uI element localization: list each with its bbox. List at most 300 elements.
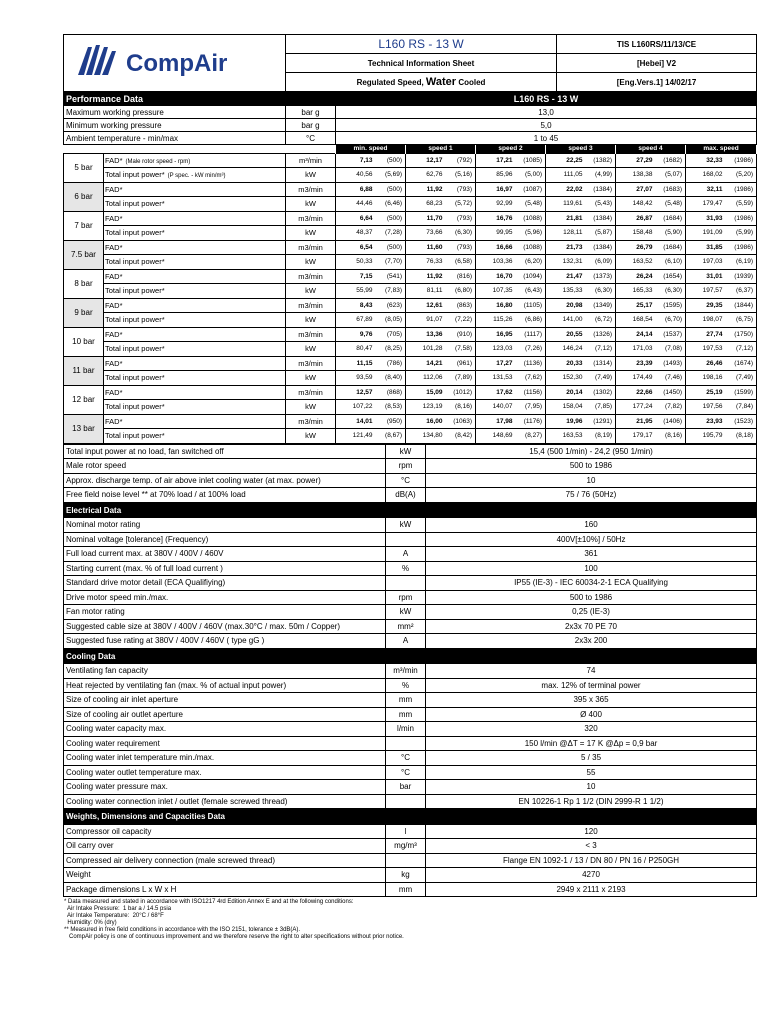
specific-power: (5,43) bbox=[584, 197, 616, 212]
rotor-speed: (1683) bbox=[654, 182, 686, 197]
fad-label: FAD* bbox=[104, 211, 286, 226]
fad-unit: m³/min bbox=[286, 153, 336, 168]
spec-row bbox=[64, 444, 757, 459]
power-value: 140,07 bbox=[476, 400, 514, 415]
spec-row bbox=[64, 794, 757, 809]
rotor-speed: (1373) bbox=[584, 269, 616, 284]
specific-power: (8,40) bbox=[374, 371, 406, 386]
power-value: 197,53 bbox=[686, 342, 724, 357]
power-value: 158,04 bbox=[546, 400, 584, 415]
spec-row bbox=[64, 488, 757, 503]
spec-unit: kW bbox=[386, 518, 426, 533]
spec-unit: °C bbox=[386, 765, 426, 780]
power-row bbox=[64, 197, 757, 212]
power-value: 48,37 bbox=[336, 226, 374, 241]
fad-value: 7,15 bbox=[336, 269, 374, 284]
perf-value: 1 to 45 bbox=[336, 132, 757, 145]
fad-label: FAD* bbox=[104, 327, 286, 342]
performance-section bbox=[63, 92, 757, 145]
rotor-speed: (541) bbox=[374, 269, 406, 284]
rotor-speed: (500) bbox=[374, 240, 406, 255]
spec-label: Total input power at no load, fan switched off bbox=[64, 444, 386, 459]
power-unit: kW bbox=[286, 371, 336, 386]
fad-value: 8,43 bbox=[336, 298, 374, 313]
spec-unit: % bbox=[386, 561, 426, 576]
fad-value: 22,25 bbox=[546, 153, 584, 168]
specific-power: (7,12) bbox=[584, 342, 616, 357]
power-value: 73,66 bbox=[406, 226, 444, 241]
power-label: Total input power* bbox=[104, 400, 286, 415]
specific-power: (6,72) bbox=[584, 313, 616, 328]
spec-value: 500 to 1986 bbox=[426, 590, 757, 605]
regulation-type: Regulated Speed, Water Cooled bbox=[286, 73, 557, 92]
power-value: 121,49 bbox=[336, 429, 374, 444]
power-label: Total input power* bbox=[104, 284, 286, 299]
spec-row bbox=[64, 868, 757, 883]
fad-value: 20,14 bbox=[546, 385, 584, 400]
specific-power: (8,19) bbox=[584, 429, 616, 444]
specific-power: (8,25) bbox=[374, 342, 406, 357]
rotor-speed: (1117) bbox=[514, 327, 546, 342]
spec-row bbox=[64, 532, 757, 547]
power-value: 197,03 bbox=[686, 255, 724, 270]
pressure-label: 7 bar bbox=[64, 211, 104, 240]
footnote-line: Air Intake Temperature: 20°C / 68°F bbox=[64, 913, 164, 919]
perf-label: Minimum working pressure bbox=[64, 119, 286, 132]
specific-power: (6,75) bbox=[724, 313, 757, 328]
spec-label: Standard drive motor detail (ECA Qualifiying) bbox=[64, 576, 386, 591]
footnote-line: Humidity: 0% (dry) bbox=[64, 920, 117, 926]
rotor-speed: (500) bbox=[374, 182, 406, 197]
fad-value: 16,70 bbox=[476, 269, 514, 284]
spec-row bbox=[64, 619, 757, 634]
spec-unit: bar bbox=[386, 780, 426, 795]
specific-power: (7,62) bbox=[514, 371, 546, 386]
power-value: 152,30 bbox=[546, 371, 584, 386]
rotor-speed: (1986) bbox=[724, 182, 757, 197]
spec-row bbox=[64, 678, 757, 693]
spec-label: Cooling water pressure max. bbox=[64, 780, 386, 795]
fad-value: 22,66 bbox=[616, 385, 654, 400]
spec-value: 10 bbox=[426, 473, 757, 488]
power-row bbox=[64, 284, 757, 299]
fad-value: 15,09 bbox=[406, 385, 444, 400]
power-value: 123,19 bbox=[406, 400, 444, 415]
spec-label: Approx. discharge temp. of air above inlet cooling water (at max. power) bbox=[64, 473, 386, 488]
fad-value: 7,13 bbox=[336, 153, 374, 168]
specific-power: (5,87) bbox=[584, 226, 616, 241]
rotor-speed: (1291) bbox=[584, 414, 616, 429]
power-unit: kW bbox=[286, 168, 336, 183]
rotor-speed: (950) bbox=[374, 414, 406, 429]
spec-value: 395 x 365 bbox=[426, 693, 757, 708]
power-value: 165,33 bbox=[616, 284, 654, 299]
spec-value: 5 / 35 bbox=[426, 751, 757, 766]
power-label: Total input power* (P spec. - kW min/m³) bbox=[104, 168, 286, 183]
spec-unit: mm bbox=[386, 693, 426, 708]
cooling-title: Cooling Data bbox=[64, 649, 757, 664]
spec-unit: l/min bbox=[386, 722, 426, 737]
spec-unit: mm bbox=[386, 882, 426, 897]
power-value: 119,61 bbox=[546, 197, 584, 212]
spec-label: Cooling water inlet temperature min./max. bbox=[64, 751, 386, 766]
spec-value: EN 10226-1 Rp 1 1/2 (DIN 2999-R 1 1/2) bbox=[426, 794, 757, 809]
power-unit: kW bbox=[286, 255, 336, 270]
specific-power: (8,16) bbox=[654, 429, 686, 444]
spec-label: Starting current (max. % of full load current ) bbox=[64, 561, 386, 576]
power-unit: kW bbox=[286, 400, 336, 415]
power-value: 76,33 bbox=[406, 255, 444, 270]
power-unit: kW bbox=[286, 226, 336, 241]
spec-label: Cooling water requirement bbox=[64, 736, 386, 751]
spec-row bbox=[64, 693, 757, 708]
rotor-speed: (1302) bbox=[584, 385, 616, 400]
specific-power: (5,07) bbox=[654, 168, 686, 183]
sheet-header bbox=[63, 34, 757, 92]
power-value: 168,54 bbox=[616, 313, 654, 328]
power-value: 197,57 bbox=[686, 284, 724, 299]
power-value: 168,02 bbox=[686, 168, 724, 183]
power-value: 67,89 bbox=[336, 313, 374, 328]
perf-value: 13,0 bbox=[336, 106, 757, 119]
specific-power: (8,42) bbox=[444, 429, 476, 444]
spec-value: 75 / 76 (50Hz) bbox=[426, 488, 757, 503]
spec-unit bbox=[386, 736, 426, 751]
fad-value: 27,07 bbox=[616, 182, 654, 197]
speed-header: speed 1 bbox=[406, 145, 476, 153]
spec-value: Flange EN 1092-1 / 13 / DN 80 / PN 16 / P250GH bbox=[426, 853, 757, 868]
power-value: 115,26 bbox=[476, 313, 514, 328]
specific-power: (7,46) bbox=[654, 371, 686, 386]
power-value: 179,17 bbox=[616, 429, 654, 444]
fad-value: 20,55 bbox=[546, 327, 584, 342]
rotor-speed: (1493) bbox=[654, 356, 686, 371]
fad-value: 31,85 bbox=[686, 240, 724, 255]
specific-power: (5,72) bbox=[444, 197, 476, 212]
rotor-speed: (1682) bbox=[654, 153, 686, 168]
rotor-speed: (1012) bbox=[444, 385, 476, 400]
fad-value: 32,33 bbox=[686, 153, 724, 168]
rotor-speed: (500) bbox=[374, 153, 406, 168]
specific-power: (7,26) bbox=[514, 342, 546, 357]
spec-row bbox=[64, 839, 757, 854]
power-value: 91,07 bbox=[406, 313, 444, 328]
performance-table bbox=[63, 145, 757, 444]
power-value: 123,03 bbox=[476, 342, 514, 357]
fad-value: 16,76 bbox=[476, 211, 514, 226]
specific-power: (5,00) bbox=[514, 168, 546, 183]
power-value: 171,03 bbox=[616, 342, 654, 357]
power-row bbox=[64, 313, 757, 328]
specific-power: (5,90) bbox=[654, 226, 686, 241]
fad-row bbox=[64, 356, 757, 371]
power-value: 174,49 bbox=[616, 371, 654, 386]
pressure-label: 9 bar bbox=[64, 298, 104, 327]
specific-power: (6,20) bbox=[514, 255, 546, 270]
fad-value: 21,95 bbox=[616, 414, 654, 429]
spec-row bbox=[64, 707, 757, 722]
fad-unit: m3/min bbox=[286, 182, 336, 197]
rotor-speed: (1986) bbox=[724, 211, 757, 226]
fad-label: FAD* bbox=[104, 269, 286, 284]
fad-value: 13,36 bbox=[406, 327, 444, 342]
spec-label: Suggested cable size at 380V / 400V / 460V (max.30°C / max. 50m / Copper) bbox=[64, 619, 386, 634]
fad-value: 14,01 bbox=[336, 414, 374, 429]
spec-label: Heat rejected by ventilating fan (max. % of actual input power) bbox=[64, 678, 386, 693]
power-value: 62,76 bbox=[406, 168, 444, 183]
compair-logo-icon bbox=[70, 35, 280, 89]
fad-value: 21,81 bbox=[546, 211, 584, 226]
spec-value: 74 bbox=[426, 664, 757, 679]
spec-row bbox=[64, 751, 757, 766]
power-value: 198,16 bbox=[686, 371, 724, 386]
specific-power: (8,53) bbox=[374, 400, 406, 415]
rotor-speed: (793) bbox=[444, 211, 476, 226]
spec-value: 4270 bbox=[426, 868, 757, 883]
fad-value: 25,19 bbox=[686, 385, 724, 400]
fad-value: 16,00 bbox=[406, 414, 444, 429]
rotor-speed: (1063) bbox=[444, 414, 476, 429]
specific-power: (6,58) bbox=[444, 255, 476, 270]
speed-header-spacer bbox=[64, 145, 336, 153]
rotor-speed: (1382) bbox=[584, 153, 616, 168]
spec-row bbox=[64, 664, 757, 679]
doc-eng-version: [Eng.Vers.1] 14/02/17 bbox=[557, 73, 757, 92]
fad-value: 16,80 bbox=[476, 298, 514, 313]
spec-unit: °C bbox=[386, 473, 426, 488]
spec-label: Drive motor speed min./max. bbox=[64, 590, 386, 605]
fad-unit: m3/min bbox=[286, 269, 336, 284]
specific-power: (7,49) bbox=[584, 371, 616, 386]
spec-label: Nominal motor rating bbox=[64, 518, 386, 533]
general-table bbox=[63, 444, 757, 503]
fad-unit: m3/min bbox=[286, 240, 336, 255]
model-title: L160 RS - 13 W bbox=[286, 35, 557, 54]
spec-unit: rpm bbox=[386, 459, 426, 474]
spec-row bbox=[64, 590, 757, 605]
specific-power: (6,43) bbox=[514, 284, 546, 299]
power-label: Total input power* bbox=[104, 255, 286, 270]
fad-unit: m3/min bbox=[286, 356, 336, 371]
power-value: 131,53 bbox=[476, 371, 514, 386]
specific-power: (5,96) bbox=[514, 226, 546, 241]
fad-value: 11,92 bbox=[406, 269, 444, 284]
spec-unit: m³/min bbox=[386, 664, 426, 679]
rotor-speed: (1314) bbox=[584, 356, 616, 371]
pressure-label: 11 bar bbox=[64, 356, 104, 385]
rotor-speed: (1595) bbox=[654, 298, 686, 313]
fad-value: 14,21 bbox=[406, 356, 444, 371]
fad-row bbox=[64, 327, 757, 342]
spec-label: Package dimensions L x W x H bbox=[64, 882, 386, 897]
power-unit: kW bbox=[286, 429, 336, 444]
perf-unit: °C bbox=[286, 132, 336, 145]
spec-row bbox=[64, 459, 757, 474]
power-label: Total input power* bbox=[104, 197, 286, 212]
fad-value: 9,76 bbox=[336, 327, 374, 342]
spec-unit bbox=[386, 576, 426, 591]
spec-row bbox=[64, 824, 757, 839]
fad-label: FAD* bbox=[104, 182, 286, 197]
spec-row bbox=[64, 780, 757, 795]
rotor-speed: (1406) bbox=[654, 414, 686, 429]
power-value: 138,38 bbox=[616, 168, 654, 183]
specific-power: (7,22) bbox=[444, 313, 476, 328]
footnote-line: * Data measured and stated in accordance with ISO1217 4rd Edition Annex E and at the following conditions: bbox=[64, 899, 354, 905]
spec-label: Male rotor speed bbox=[64, 459, 386, 474]
spec-label: Cooling water connection inlet / outlet (female screwed thread) bbox=[64, 794, 386, 809]
spec-unit bbox=[386, 532, 426, 547]
power-unit: kW bbox=[286, 342, 336, 357]
fad-value: 23,39 bbox=[616, 356, 654, 371]
rotor-speed: (1844) bbox=[724, 298, 757, 313]
power-value: 111,05 bbox=[546, 168, 584, 183]
spec-value: 361 bbox=[426, 547, 757, 562]
specific-power: (7,49) bbox=[724, 371, 757, 386]
spec-unit: mg/m³ bbox=[386, 839, 426, 854]
spec-row bbox=[64, 736, 757, 751]
power-label: Total input power* bbox=[104, 429, 286, 444]
power-value: 68,23 bbox=[406, 197, 444, 212]
rotor-speed: (786) bbox=[374, 356, 406, 371]
power-value: 81,11 bbox=[406, 284, 444, 299]
specific-power: (6,70) bbox=[654, 313, 686, 328]
fad-value: 17,98 bbox=[476, 414, 514, 429]
rotor-speed: (1986) bbox=[724, 153, 757, 168]
power-value: 107,22 bbox=[336, 400, 374, 415]
power-value: 191,09 bbox=[686, 226, 724, 241]
rotor-speed: (1156) bbox=[514, 385, 546, 400]
rotor-speed: (1349) bbox=[584, 298, 616, 313]
technical-sheet bbox=[63, 34, 756, 941]
power-value: 92,99 bbox=[476, 197, 514, 212]
fad-value: 16,66 bbox=[476, 240, 514, 255]
fad-value: 26,46 bbox=[686, 356, 724, 371]
rotor-speed: (1986) bbox=[724, 240, 757, 255]
fad-value: 12,57 bbox=[336, 385, 374, 400]
cooling-table bbox=[63, 649, 757, 810]
brand-logo bbox=[64, 35, 286, 92]
spec-label: Nominal voltage [tolerance] (Frequency) bbox=[64, 532, 386, 547]
doc-version: [Hebei] V2 bbox=[557, 54, 757, 73]
spec-label: Compressed air delivery connection (male screwed thread) bbox=[64, 853, 386, 868]
fad-value: 21,47 bbox=[546, 269, 584, 284]
footnote-line: Air Intake Pressure: 1 bar a / 14.5 psia bbox=[64, 906, 172, 912]
spec-value: 2x3x 70 PE 70 bbox=[426, 619, 757, 634]
doc-code: TIS L160RS/11/13/CE bbox=[557, 35, 757, 54]
specific-power: (6,86) bbox=[514, 313, 546, 328]
spec-row bbox=[64, 473, 757, 488]
power-value: 158,48 bbox=[616, 226, 654, 241]
spec-value: 2x3x 200 bbox=[426, 634, 757, 649]
spec-label: Size of cooling air outlet aperture bbox=[64, 707, 386, 722]
fad-unit: m3/min bbox=[286, 414, 336, 429]
fad-label: FAD* bbox=[104, 298, 286, 313]
power-value: 55,99 bbox=[336, 284, 374, 299]
fad-label: FAD* (Male rotor speed - rpm) bbox=[104, 153, 286, 168]
spec-label: Cooling water outlet temperature max. bbox=[64, 765, 386, 780]
footnotes bbox=[63, 899, 756, 941]
specific-power: (6,30) bbox=[444, 226, 476, 241]
specific-power: (7,85) bbox=[584, 400, 616, 415]
fad-value: 31,93 bbox=[686, 211, 724, 226]
rotor-speed: (1176) bbox=[514, 414, 546, 429]
power-value: 148,42 bbox=[616, 197, 654, 212]
spec-label: Ventilating fan capacity bbox=[64, 664, 386, 679]
spec-value: max. 12% of terminal power bbox=[426, 678, 757, 693]
rotor-speed: (1088) bbox=[514, 240, 546, 255]
rotor-speed: (1094) bbox=[514, 269, 546, 284]
power-row bbox=[64, 168, 757, 183]
rotor-speed: (1105) bbox=[514, 298, 546, 313]
performance-model: L160 RS - 13 W bbox=[336, 93, 757, 106]
fad-value: 32,11 bbox=[686, 182, 724, 197]
specific-power: (7,08) bbox=[654, 342, 686, 357]
fad-row bbox=[64, 240, 757, 255]
spec-unit: mm² bbox=[386, 619, 426, 634]
spec-value: Ø 400 bbox=[426, 707, 757, 722]
rotor-speed: (792) bbox=[444, 153, 476, 168]
rotor-speed: (1326) bbox=[584, 327, 616, 342]
specific-power: (8,18) bbox=[724, 429, 757, 444]
fad-value: 12,17 bbox=[406, 153, 444, 168]
weights-table bbox=[63, 809, 757, 897]
spec-unit: kg bbox=[386, 868, 426, 883]
fad-value: 17,21 bbox=[476, 153, 514, 168]
power-value: 179,47 bbox=[686, 197, 724, 212]
power-value: 163,53 bbox=[546, 429, 584, 444]
fad-value: 6,64 bbox=[336, 211, 374, 226]
power-value: 198,07 bbox=[686, 313, 724, 328]
power-value: 177,24 bbox=[616, 400, 654, 415]
power-label: Total input power* bbox=[104, 313, 286, 328]
power-row bbox=[64, 429, 757, 444]
rotor-speed: (1085) bbox=[514, 153, 546, 168]
spec-row bbox=[64, 561, 757, 576]
spec-unit: mm bbox=[386, 707, 426, 722]
fad-value: 23,93 bbox=[686, 414, 724, 429]
speed-header: speed 2 bbox=[476, 145, 546, 153]
spec-unit: A bbox=[386, 547, 426, 562]
rotor-speed: (816) bbox=[444, 269, 476, 284]
pressure-label: 8 bar bbox=[64, 269, 104, 298]
spec-row bbox=[64, 722, 757, 737]
power-value: 134,80 bbox=[406, 429, 444, 444]
fad-value: 22,02 bbox=[546, 182, 584, 197]
rotor-speed: (1136) bbox=[514, 356, 546, 371]
perf-unit: bar g bbox=[286, 106, 336, 119]
spec-row bbox=[64, 518, 757, 533]
fad-value: 11,70 bbox=[406, 211, 444, 226]
fad-value: 11,60 bbox=[406, 240, 444, 255]
specific-power: (7,84) bbox=[724, 400, 757, 415]
power-row bbox=[64, 342, 757, 357]
specific-power: (6,80) bbox=[444, 284, 476, 299]
spec-value: 500 to 1986 bbox=[426, 459, 757, 474]
rotor-speed: (1088) bbox=[514, 211, 546, 226]
fad-value: 12,61 bbox=[406, 298, 444, 313]
spec-value: 160 bbox=[426, 518, 757, 533]
pressure-label: 12 bar bbox=[64, 385, 104, 414]
power-value: 195,79 bbox=[686, 429, 724, 444]
spec-value: 10 bbox=[426, 780, 757, 795]
perf-label: Maximum working pressure bbox=[64, 106, 286, 119]
spec-unit: kW bbox=[386, 444, 426, 459]
power-label: Total input power* bbox=[104, 226, 286, 241]
fad-row bbox=[64, 182, 757, 197]
rotor-speed: (1384) bbox=[584, 240, 616, 255]
power-value: 146,24 bbox=[546, 342, 584, 357]
